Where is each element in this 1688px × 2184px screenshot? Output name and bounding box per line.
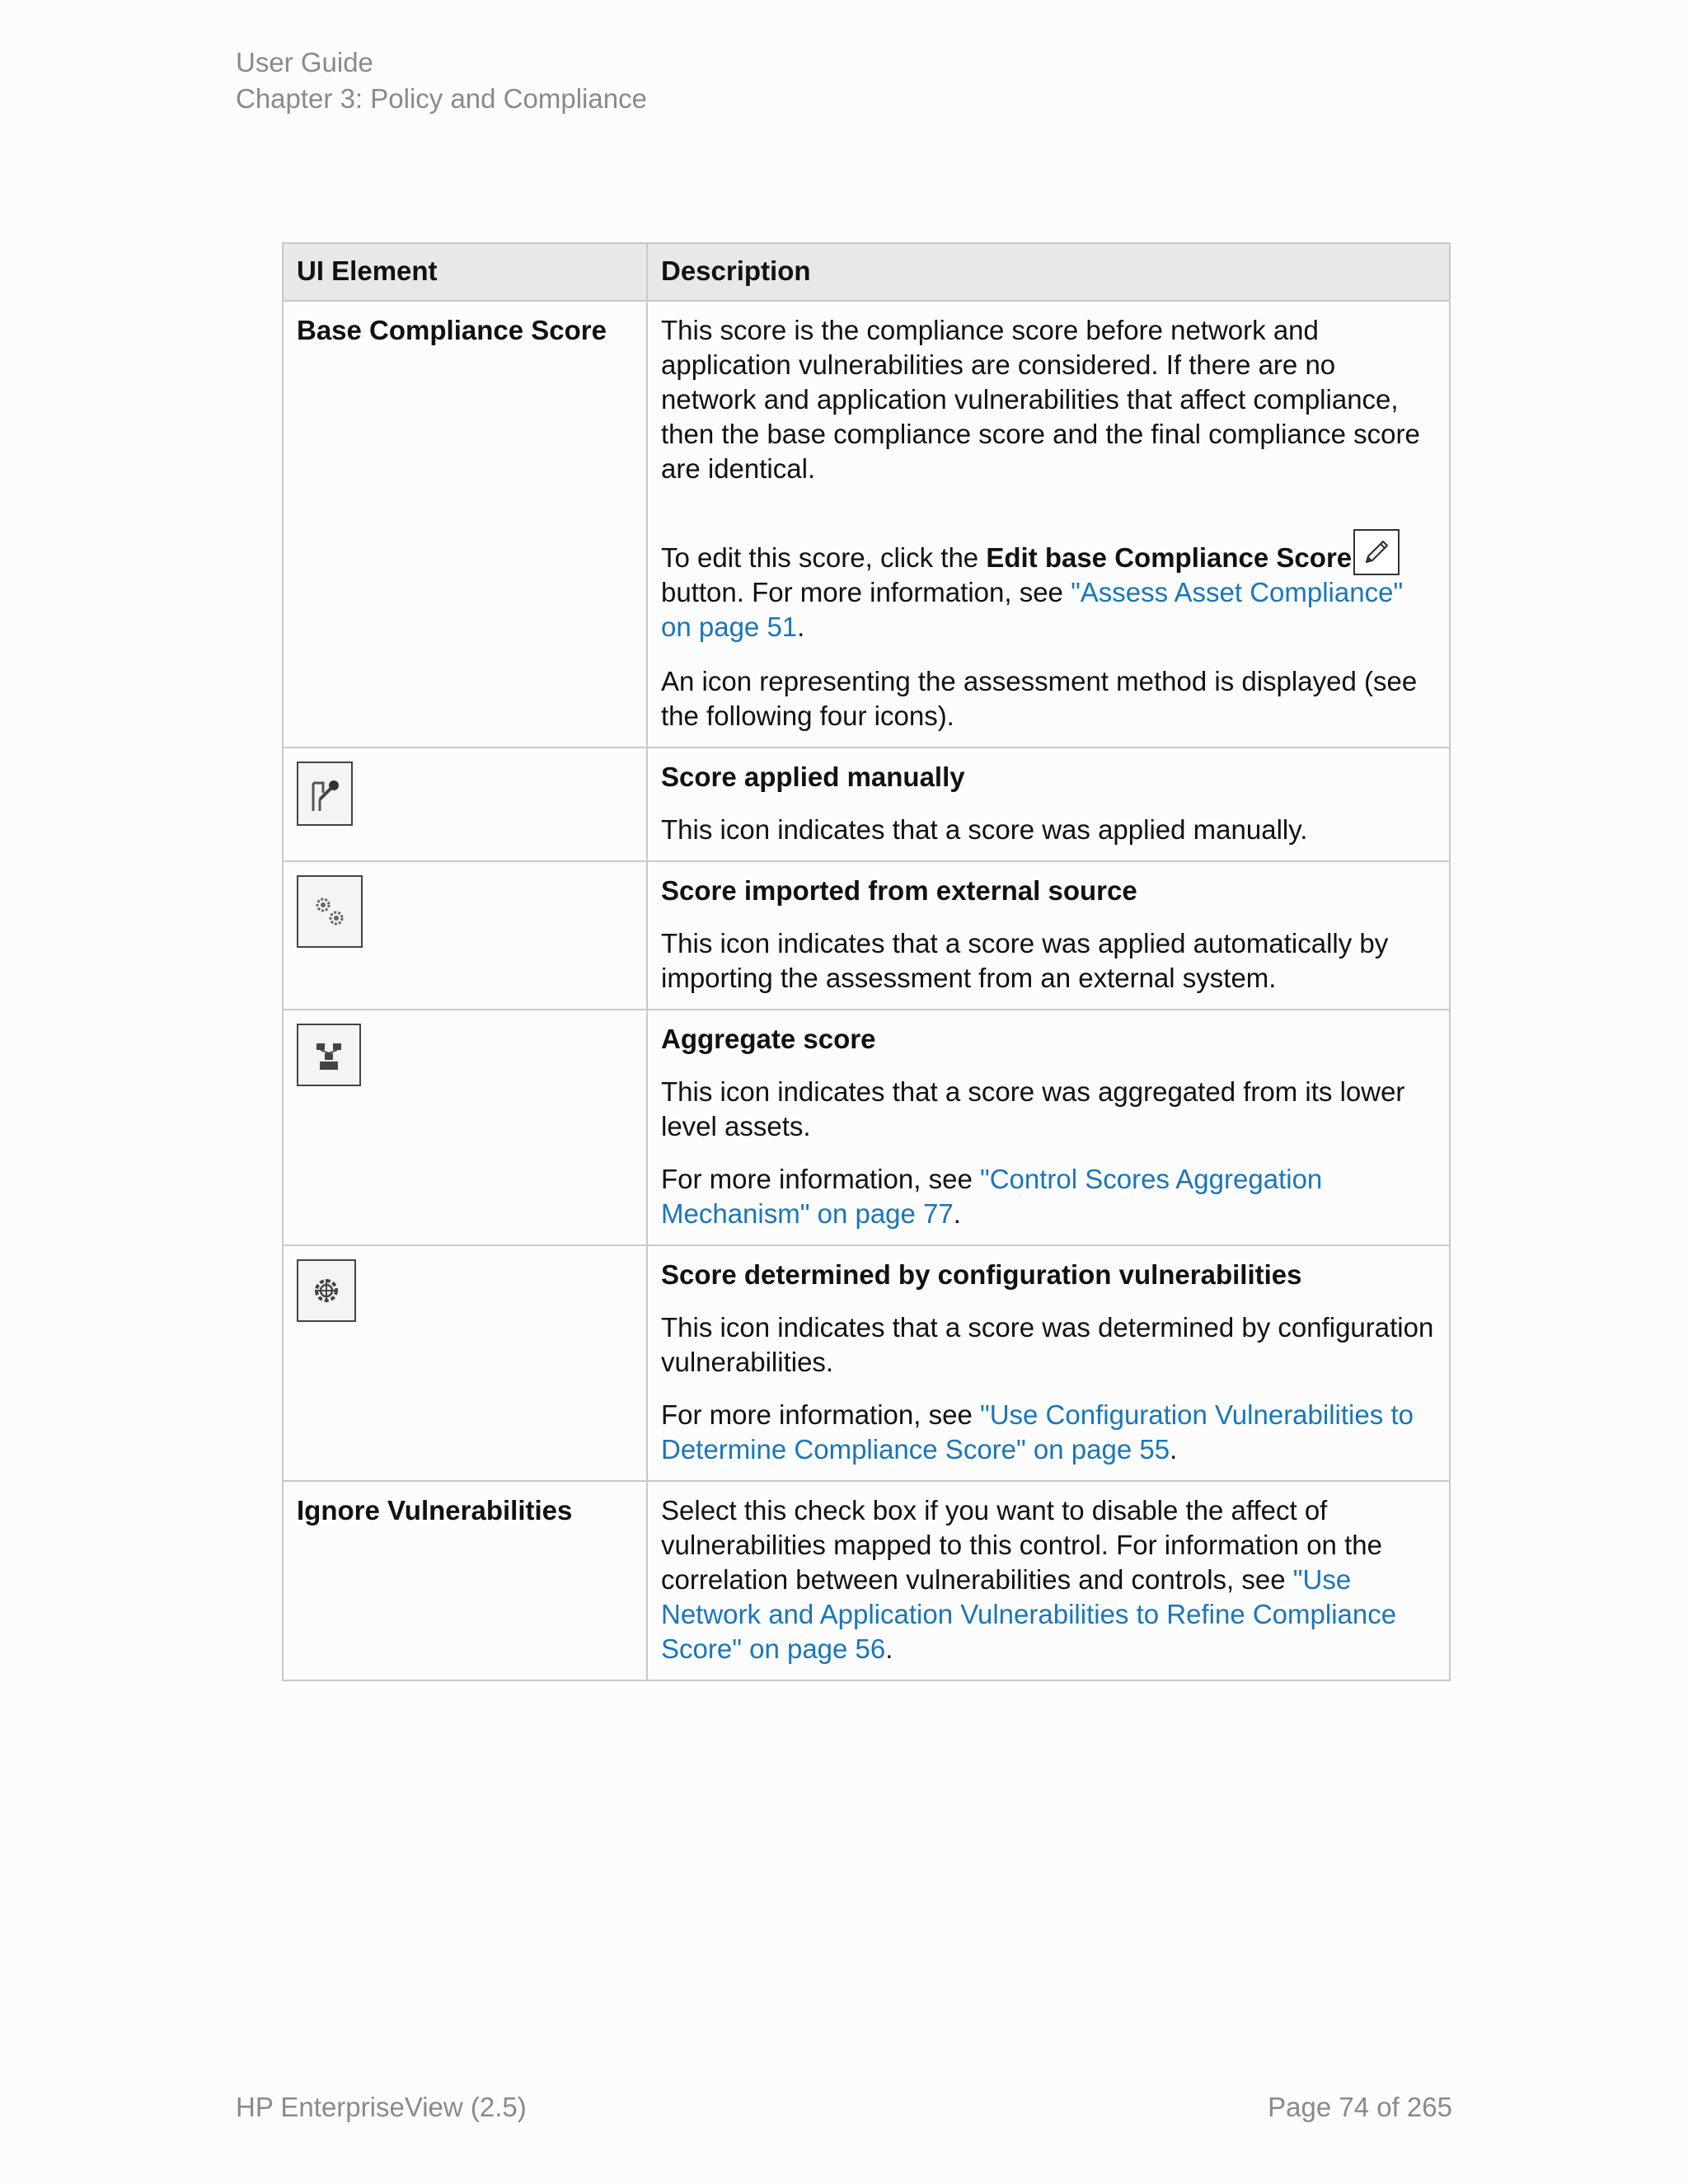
- description-paragraph: This score is the compliance score before network and application vulnerabilities are considered. If there are no network and application vulnerabilities that affect compliance, then the base compliance score and the final compliance score are identical.: [661, 315, 1420, 484]
- element-name-base-compliance-score: Base Compliance Score: [283, 301, 647, 748]
- table-row: [283, 301, 1450, 748]
- item-description: This icon indicates that a score was determined by configuration vulnerabilities.: [661, 1312, 1434, 1377]
- column-header-description: Description: [647, 243, 1450, 301]
- table-row: [283, 1010, 1450, 1245]
- gears-icon: [297, 875, 363, 948]
- edit-base-score-label: Edit base Compliance Score: [986, 542, 1353, 573]
- config-gear-icon: [297, 1259, 356, 1322]
- link-control-scores-aggregation[interactable]: "Control Scores Aggregation Mechanism" on page 77: [661, 1164, 1323, 1229]
- table-header-row: [283, 243, 1450, 301]
- table-row: [283, 748, 1450, 861]
- column-header-element: UI Element: [283, 243, 647, 301]
- item-title: Score imported from external source: [661, 875, 1137, 906]
- ui-elements-table: [282, 242, 1451, 1681]
- pencil-icon[interactable]: [1353, 529, 1400, 575]
- icon-note: An icon representing the assessment method is displayed (see the following four icons).: [661, 666, 1418, 731]
- hierarchy-icon: [297, 1024, 361, 1086]
- table-row: [283, 1245, 1450, 1481]
- item-title: Aggregate score: [661, 1024, 876, 1054]
- footer-product: HP EnterpriseView (2.5): [236, 2092, 527, 2122]
- more-info: For more information, see "Control Scores Aggregation Mechanism" on page 77.: [661, 1164, 1323, 1229]
- item-description: This icon indicates that a score was applied manually.: [661, 814, 1308, 845]
- item-title: Score applied manually: [661, 762, 965, 792]
- item-description: This icon indicates that a score was applied automatically by importing the assessment from an external system.: [661, 928, 1389, 993]
- item-description: This icon indicates that a score was aggregated from its lower level assets.: [661, 1076, 1405, 1141]
- item-description: Select this check box if you want to disable the affect of vulnerabilities mapped to this control. For information on the correlation between vulnerabilities and controls, see "Use Network and Application Vulnerabilities to Refine Compliance Score" on page 56.: [661, 1495, 1397, 1664]
- link-use-configuration-vulnerabilities[interactable]: "Use Configuration Vulnerabilities to Determine Compliance Score" on page 55: [661, 1399, 1414, 1465]
- more-info: For more information, see "Use Configuration Vulnerabilities to Determine Compliance Score" on page 55.: [661, 1399, 1414, 1465]
- header-chapter: Chapter 3: Policy and Compliance: [236, 83, 647, 114]
- description-cell: [647, 301, 1450, 748]
- table-row: [283, 1481, 1450, 1680]
- table-row: [283, 861, 1450, 1010]
- link-assess-asset-compliance[interactable]: "Assess Asset Compliance" on page 51: [661, 577, 1404, 642]
- header-title: User Guide: [236, 47, 373, 77]
- manual-score-icon: [297, 762, 353, 826]
- link-use-network-application-vulnerabilities[interactable]: "Use Network and Application Vulnerabilities to Refine Compliance Score" on page 56: [661, 1564, 1397, 1664]
- footer-page-number: Page 74 of 265: [1268, 2092, 1452, 2122]
- element-name-ignore-vulnerabilities: Ignore Vulnerabilities: [283, 1481, 647, 1680]
- edit-instructions: To edit this score, click the Edit base Compliance Score button. For more information, see "Assess Asset Compliance" on page 51.: [661, 529, 1437, 644]
- running-header: [236, 45, 647, 117]
- item-title: Score determined by configuration vulnerabilities: [661, 1259, 1302, 1290]
